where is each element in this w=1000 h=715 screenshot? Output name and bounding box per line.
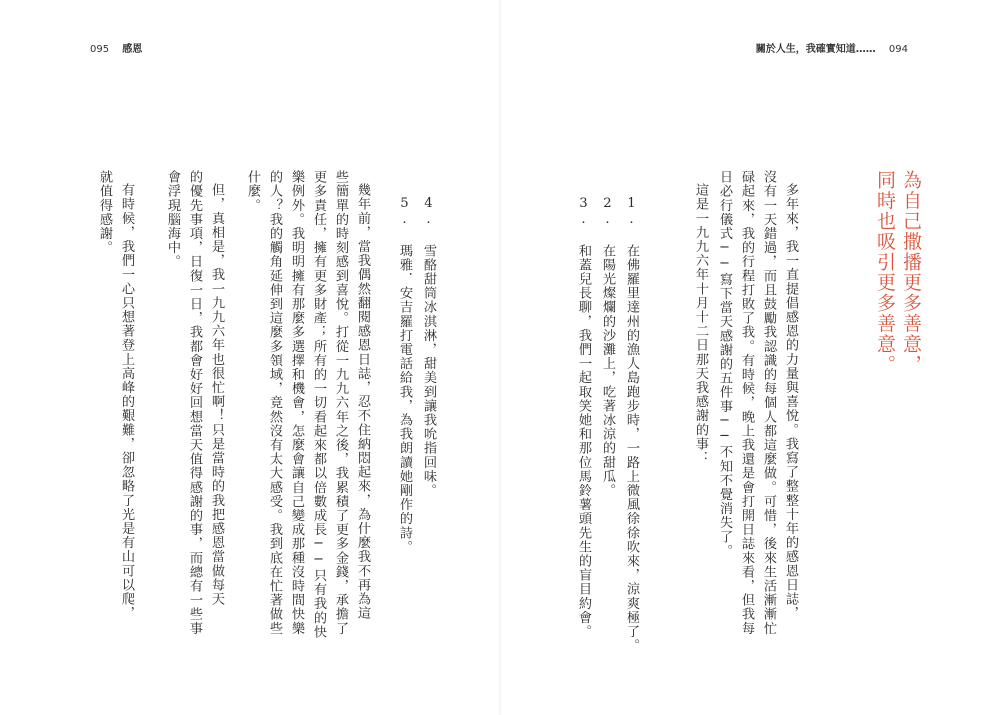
body-line: 這是一九九六年十月十二日那天我感謝的事：	[693, 183, 708, 465]
right-page-number: 094	[888, 44, 908, 55]
body-line: 更多責任，擁有更多財產；所有的一切看起來都以倍數成長──只有我的快	[311, 170, 326, 639]
body-line: 沒有一天錯過，而且鼓勵我認識的每個人都這麼做。可惜，後來生活漸漸忙	[761, 170, 776, 636]
body-line: 會浮現腦海中。	[165, 170, 180, 269]
body-line: 幾年前，當我偶然翻閱感恩日誌，忍不住納悶起來，為什麼我不再為這	[355, 183, 370, 621]
body-line: 些簡單的時刻感到喜悅。打從一九九六年之後，我累積了更多金錢，承擔了	[333, 170, 348, 636]
list-item: 1. 在佛羅里達州的漁人島跑步時，一路上微風徐徐吹來，涼爽極了。	[624, 196, 639, 653]
body-line: 什麼。	[245, 170, 260, 213]
body-line: 就值得感謝。	[97, 170, 112, 255]
body-line: 多年來，我一直提倡感恩的力量與喜悅。我寫了整整十年的感恩日誌，	[783, 183, 798, 621]
list-item: 4. 雪酪甜筒冰淇淋，甜美到讓我吮指回味。	[421, 196, 436, 498]
body-line: 的優先事項，日復一日，我都會好好回想當天值得感謝的事，而總有一些事	[187, 170, 202, 636]
left-page-chapter-title: 感恩	[122, 44, 143, 55]
body-line: 碌起來，我的行程打敗了我。有時候，晚上我還是會打開日誌來看，但我每	[739, 170, 754, 636]
body-line: 但，真相是，我一九九六年也很忙啊！只是當時的我把感恩當做每天	[209, 183, 224, 606]
left-page-number: 095	[90, 44, 110, 55]
headline-line-1: 為自己撒播更多善意，	[900, 170, 922, 375]
list-item: 5. 瑪雅．安吉羅打電話給我，為我朗讀她剛作的詩。	[397, 196, 412, 554]
body-line: 的人？我的觸角延伸到這麼多領域，竟然沒有太大感受。我到底在忙著做些	[267, 170, 282, 636]
list-item: 2. 在陽光燦爛的沙灘上，吃著冰涼的甜瓜。	[600, 196, 615, 498]
list-item: 3. 和蓋兒長聊，我們一起取笑她和那位馬鈴薯頭先生的盲目約會。	[576, 196, 591, 639]
body-line: 日必行儀式──寫下當天感謝的五件事──不知不覺消失了。	[717, 170, 732, 558]
body-line: 樂例外。我明明擁有那麼多選擇和機會，怎麼會讓自己變成那種沒時間快樂	[289, 170, 304, 636]
page-gutter	[499, 0, 501, 715]
left-page-header	[80, 40, 142, 55]
headline-line-2: 同時也吸引更多善意。	[874, 170, 896, 375]
right-page-header	[756, 40, 918, 55]
body-line: 有時候，我們一心只想著登上高峰的艱難，卻忽略了光是有山可以爬，	[119, 183, 134, 621]
right-page-book-title: 關於人生，我確實知道……	[755, 44, 876, 55]
